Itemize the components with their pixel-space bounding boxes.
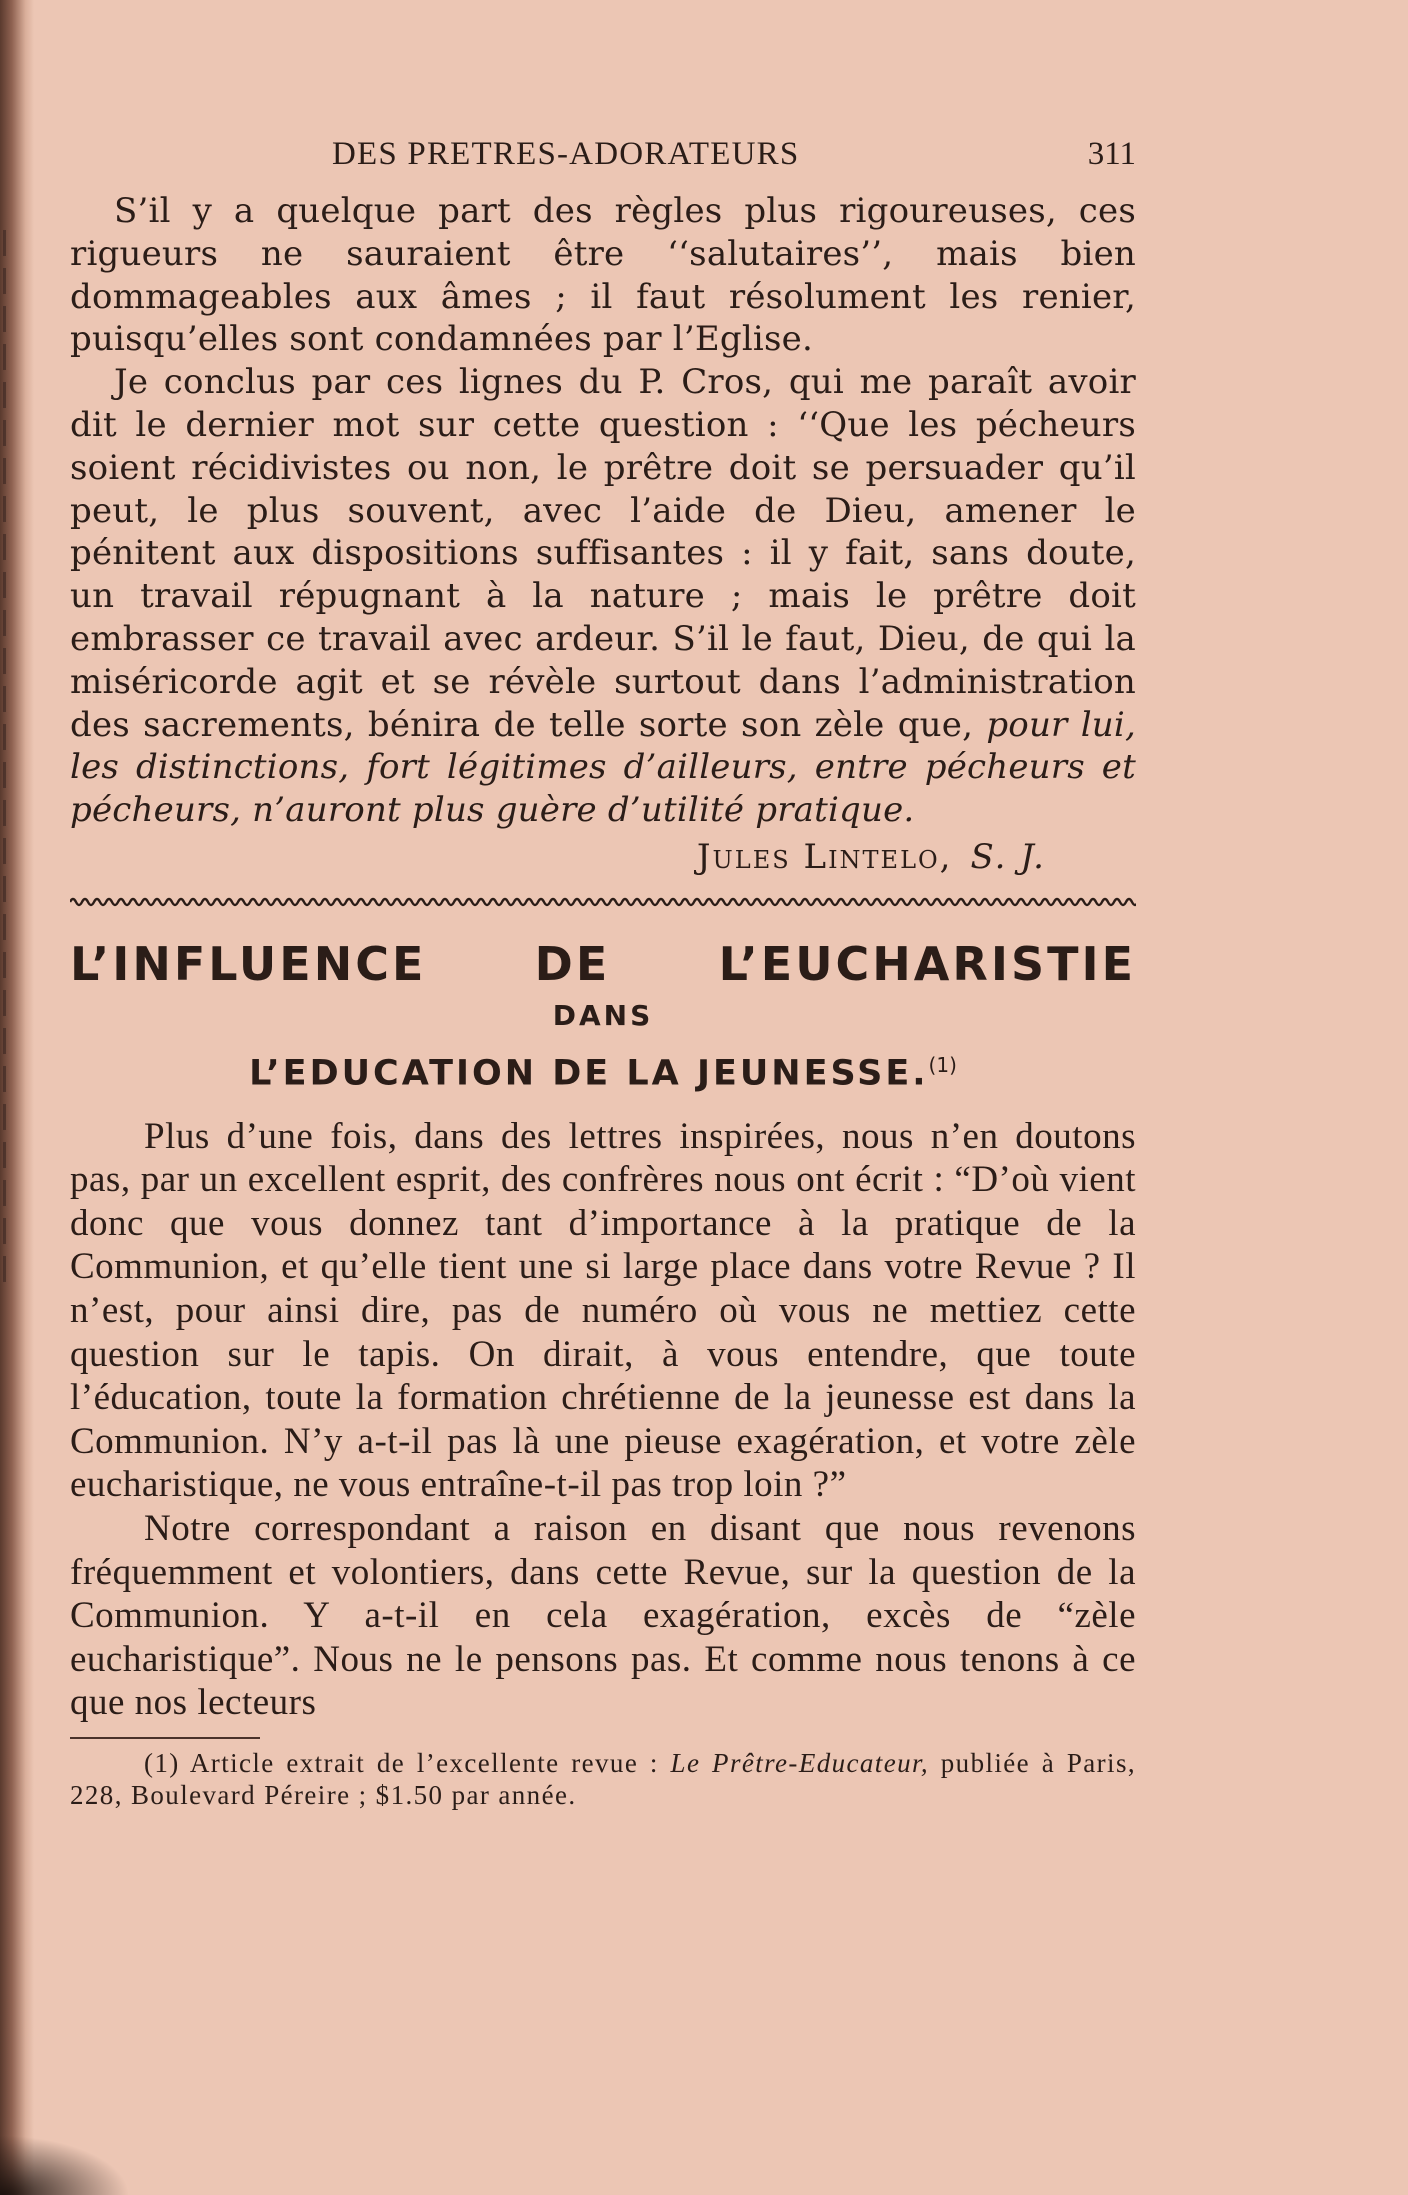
paragraph: Notre correspondant a raison en disant que nous revenons fréquemment et volontiers, dans cette Revue, sur la question de la Communion. Y a-t-il en cela exagération, excès de “zèle eucharistique”. Nous ne le pensons pas. Et comme nous tenons à ce que nos lecteurs [70,1507,1136,1724]
running-head-title: DES PRETRES-ADORATEURS [332,136,800,172]
author-signature [70,834,1136,880]
page-number: 311 [1087,136,1136,172]
article-title: L’INFLUENCE DE L’EUCHARISTIE [70,936,1136,991]
paragraph: Plus d’une fois, dans des lettres inspirées, nous n’en doutons pas, par un excellent esprit, des confrères nous ont écrit : “D’où vient donc que vous donnez tant d’importance à la pratique de la Communion, et qu’elle tient une si large place dans votre Revue ? Il n’est, pour ainsi dire, pas de numéro où vous ne mettiez cette question sur le tapis. On dirait, à vous entendre, que toute l’éducation, toute la formation chrétienne de la jeunesse est dans la Communion. N’y a-t-il pas là une pieuse exagération, et votre zèle eucharistique, ne vous entraîne-t-il pas trop loin ?” [70,1115,1136,1506]
paragraph-text: Je conclus par ces lignes du P. Cros, qui me paraît avoir dit le dernier mot sur cette question : ‘‘Que les pécheurs soient récidivistes ou non, le prêtre doit se persuader qu’il peut, le plus souvent, avec l’aide de Dieu, amener le pénitent aux dispositions suffisantes : il y fait, sans doute, un travail répugnant à la nature ; mais le prêtre doit embrasser ce travail avec ardeur. S’il le faut, Dieu, de qui la miséricorde agit et se révèle surtout dans l’administration des sacrements, bénira de telle sorte son zèle que, [70,362,1136,745]
article-subtitle-text: L’EDUCATION DE LA JEUNESSE. [249,1053,929,1094]
footnote-separator [70,1737,260,1739]
footnote [70,1747,1136,1811]
page-content [70,136,1136,1811]
footnote-reference: (1) [928,1052,957,1077]
paragraph: S’il y a quelque part des règles plus rigoureuses, ces rigueurs ne sauraient être ‘‘salutaires’’, mais bien dommageables aux âmes ; il faut résolument les renier, puisqu’elles sont condamnées par l’Eglise. [70,191,1136,360]
italic-quote: pour lui, les distinctions, fort légitimes d’ailleurs, entre pécheurs et pécheurs, n’auront plus guère d’utilité pratique. [70,704,1136,831]
article-title-connector: DANS [552,998,654,1032]
article-subtitle [70,1038,1136,1101]
running-head [70,136,1136,190]
author-order: S. J. [970,836,1046,877]
paragraph [70,361,1136,832]
facing-page-margin [0,230,12,1294]
page-shadow [0,2135,130,2195]
article-body [70,1115,1136,1725]
footnote-rest: publiée à Paris, 228, Boulevard Péreire ; $1.50 par année. [70,1747,1137,1810]
footnote-journal: Le Prêtre-Educateur, [670,1747,930,1778]
author-name: Jules Lintelo, [696,836,953,877]
previous-article-text [70,190,1136,832]
wavy-divider [70,894,1136,910]
footnote-lead: (1) Article extrait de l’excellente revue : [144,1747,659,1778]
